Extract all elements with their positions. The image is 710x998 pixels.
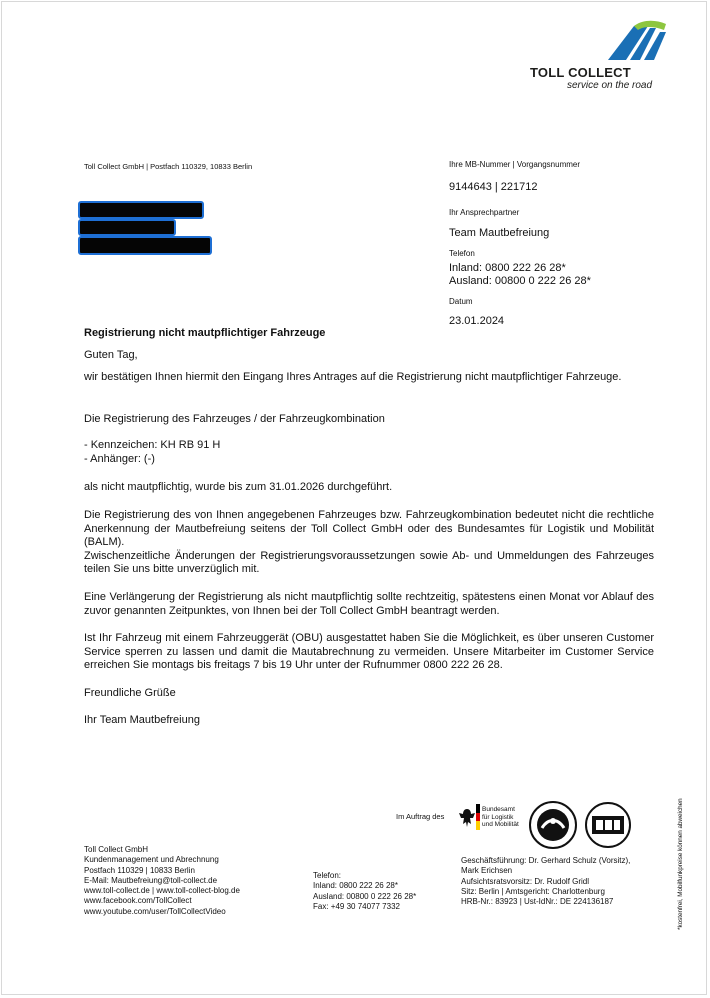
redacted-address-line-3 — [78, 236, 212, 255]
date-label: Datum — [449, 297, 473, 306]
footer-company-name: Toll Collect GmbH — [84, 845, 149, 854]
redacted-address-line-2 — [78, 219, 176, 236]
closing: Freundliche Grüße — [84, 687, 176, 699]
footer-legal — [461, 856, 630, 907]
legal-notice-part-2: Zwischenzeitliche Änderungen der Registrierungsvoraussetzungen sowie Ab- und Ummeldungen des Fahrzeuges teilen Sie uns bitte unverzüglich mit. — [84, 549, 654, 576]
footer-phone-label: Telefon: — [313, 871, 342, 880]
footer-youtube: www.youtube.com/user/TollCollectVideo — [84, 906, 226, 916]
letter-subject: Registrierung nicht mautpflichtiger Fahrzeuge — [84, 327, 326, 339]
footer-postbox: Postfach 110329 | 10833 Berlin — [84, 865, 195, 875]
agency-name — [482, 806, 519, 829]
footer-company — [84, 845, 240, 917]
footer-email: E-Mail: Mautbefreiung@toll-collect.de — [84, 875, 218, 885]
footer-department: Kundenmanagement und Abrechnung — [84, 855, 219, 865]
side-note: *kostenfrei, Mobilfunkpreise können abweichen — [677, 798, 684, 930]
footer-supervisory-board: Aufsichtsratsvorsitz: Dr. Rudolf Gridl — [461, 876, 590, 886]
footer-management-2: Mark Erichsen — [461, 866, 513, 876]
license-plate-line: - Kennzeichen: KH RB 91 H — [84, 439, 221, 451]
greeting: Guten Tag, — [84, 349, 138, 361]
date-value: 23.01.2024 — [449, 315, 505, 327]
footer-phone-abroad: Ausland: 00800 0 222 26 28* — [313, 891, 417, 901]
redacted-address-line-1 — [78, 201, 204, 219]
footer-phone-domestic: Inland: 0800 222 26 28* — [313, 881, 398, 891]
paragraph-registration-intro: Die Registrierung des Fahrzeuges / der Fahrzeugkombination — [84, 413, 385, 425]
logo-tagline: service on the road — [567, 80, 653, 91]
dqs-certification-icon — [584, 800, 632, 850]
german-flag-bar — [476, 804, 480, 830]
paragraph-obu: Ist Ihr Fahrzeug mit einem Fahrzeuggerät (OBU) ausgestattet haben Sie die Möglichkeit, es über unseren Customer Service sperren zu lassen und damit die Mautabrechnung zu vermeiden. Unsere Mitarbeiter im Customer Service erreichen Sie montags bis freitags 7 bis 19 Uhr unter der Rufnummer 0800 222 26 28. — [84, 632, 654, 672]
footer-phone — [313, 871, 416, 912]
environment-seal-icon — [528, 800, 578, 850]
trailer-line: - Anhänger: (-) — [84, 453, 155, 465]
phone-abroad: Ausland: 00800 0 222 26 28* — [449, 275, 591, 287]
contact-value: Team Mautbefreiung — [449, 227, 550, 239]
sender-line: Toll Collect GmbH | Postfach 110329, 10833 Berlin — [84, 162, 253, 171]
phone-label: Telefon — [449, 249, 475, 258]
footer-management: Geschäftsführung: Dr. Gerhard Schulz (Vorsitz), — [461, 856, 631, 865]
signature: Ihr Team Mautbefreiung — [84, 714, 200, 726]
paragraph-extension: Eine Verlängerung der Registrierung als nicht mautpflichtig sollte rechtzeitig, spätestens einen Monat vor Ablauf des zuvor genannten Zeitpunktes, von Ihnen bei der Toll Collect GmbH beantragt werden. — [84, 591, 654, 617]
toll-collect-logo — [530, 20, 670, 95]
footer-fax: Fax: +49 30 74077 7332 — [313, 901, 400, 911]
logo-road-icon — [604, 20, 666, 62]
paragraph-validity: als nicht mautpflichtig, wurde bis zum 31.01.2026 durchgeführt. — [84, 481, 393, 493]
paragraph-confirmation: wir bestätigen Ihnen hiermit den Eingang Ihres Antrages auf die Registrierung nicht mautpflichtiger Fahrzeuge. — [84, 371, 622, 383]
paragraph-legal-notice — [84, 509, 654, 577]
agency-line-3: und Mobilität — [482, 821, 519, 828]
logo-brand: TOLL COLLECT — [530, 65, 631, 80]
reference-value: 9144643 | 221712 — [449, 181, 538, 193]
footer-registered-office: Sitz: Berlin | Amtsgericht: Charlottenburg — [461, 886, 605, 896]
footer-facebook: www.facebook.com/TollCollect — [84, 896, 192, 906]
agency-line-2: für Logistik — [482, 813, 514, 821]
phone-domestic: Inland: 0800 222 26 28* — [449, 262, 566, 274]
footer-registration-numbers: HRB-Nr.: 83923 | Ust-IdNr.: DE 224136187 — [461, 897, 614, 907]
legal-notice-part-1: Die Registrierung des von Ihnen angegebenen Fahrzeuges bzw. Fahrzeugkombination bedeutet nicht die rechtliche Anerkennung der Mautbefreiung seitens der Toll Collect GmbH oder des Bundesamtes für Logistik und Mobilität (BALM). — [84, 509, 654, 549]
footer-websites: www.toll-collect.de | www.toll-collect-blog.de — [84, 886, 240, 896]
federal-eagle-icon — [458, 808, 476, 828]
authority-row — [396, 804, 696, 854]
commission-text: Im Auftrag des — [396, 812, 445, 821]
reference-label: Ihre MB-Nummer | Vorgangsnummer — [449, 160, 581, 169]
contact-label: Ihr Ansprechpartner — [449, 208, 520, 217]
agency-line-1: Bundesamt — [482, 806, 515, 813]
